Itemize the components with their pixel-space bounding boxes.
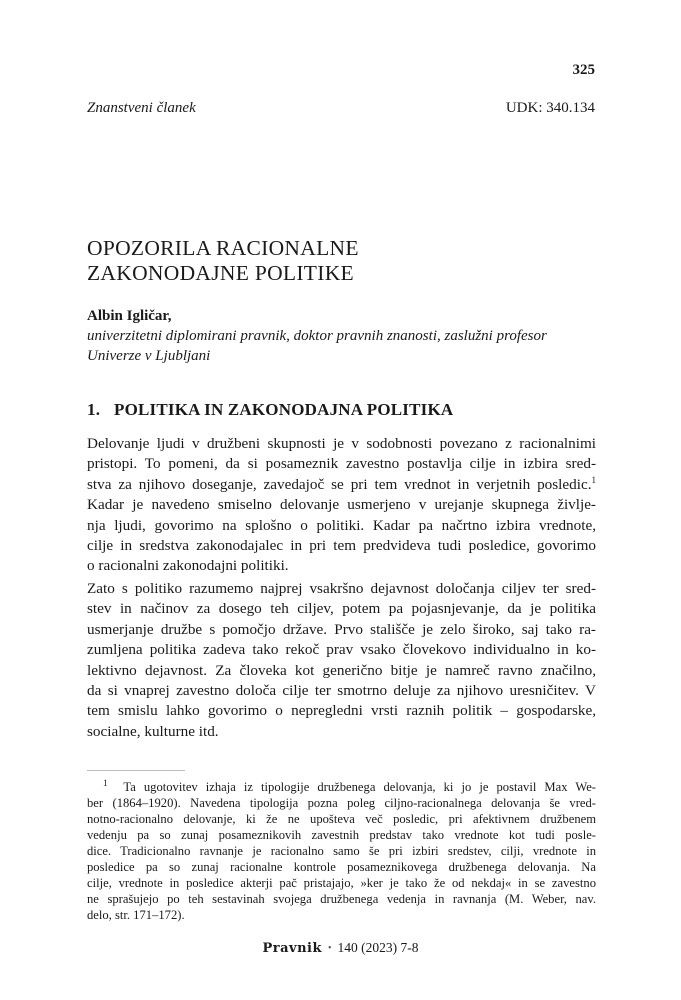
text-line: zumljena politika zadeva tako rekoč prav vsako človekovo individualno in ko- [87,641,596,659]
footnote-line: vedenju pa so zunaj posameznikovih zavestnih predstav tako vrednote kot tudi posle- [87,828,596,842]
footnote-divider [87,770,185,771]
footnote [87,779,596,923]
text-line: socialne, kulturne itd. [87,722,219,740]
text-line [87,475,596,495]
text-line: pristopi. To pomeni, da si posameznik zavestno postavlja cilje in izbira sred- [87,455,596,473]
author-name: Albin Igličar, [87,308,172,324]
section-title: POLITIKA IN ZAKONODAJNA POLITIKA [114,400,454,419]
footnote-reference[interactable]: 1 [591,474,596,485]
footnote-line [87,779,596,795]
text-line: Zato s politiko razumemo najprej vsakršno dejavnost določanja ciljev ter sred- [87,580,596,597]
page-number: 325 [572,62,595,78]
author-block [87,306,607,366]
title-line: ZAKONODAJNE POLITIKE [87,261,354,285]
text-line: cilje in sredstva zakonodajalec in pri tem predvideva tudi posledice, govorimo [87,537,596,555]
text-line: da si vnaprej zavestno določa cilje ter smotrno deluje za njihovo uresničitev. V [87,682,596,700]
footnote-line-content: Ta ugotovitev izhaja iz tipologije družbenega delovanja, ki jo je postavil Max We- [123,780,596,794]
journal-name: Pravnik [262,941,322,956]
text-line: stev in načinov za dosego teh ciljev, potem pa pojasnjevanje, da je politika [87,600,596,618]
paragraph [87,434,596,577]
footnote-line: delo, str. 171–172). [87,908,185,922]
text-line: nja ljudi, govorimo na splošno o politiki. Kadar pa načrtno izbira vrednote, [87,516,596,534]
journal-issue: 140 (2023) 7-8 [337,940,419,955]
text-line: o racionalni zakonodajni politiki. [87,557,289,575]
footnote-line: cilje, vrednote in posledice akterji pač pristajajo, »ker je tako že od nekdaj« in se zavestno [87,876,596,890]
footnote-line: ber (1864–1920). Navedena tipologija pozna poleg ciljno-racionalnega delovanja še vred- [87,796,596,810]
article-type: Znanstveni članek [87,100,196,116]
footnote-line: ne sprašujejo po teh sestavinah svojega družbenega vedenja in ravnanja (M. Weber, nav. [87,892,596,906]
paragraph [87,579,596,742]
footnote-line: notno-racionalno delovanje, ki že ne upošteva več posledic, pri afektivnem družbenem [87,812,596,826]
bullet-separator-icon: • [327,943,332,954]
text-line: Delovanje ljudi v družbeni skupnosti je v sodobnosti povezano z racionalnimi [87,435,596,452]
udk-code: UDK: 340.134 [505,100,595,116]
text-line: usmerjanje družbe s pomočjo države. Prvo stališče je zelo široko, saj tako ra- [87,620,596,638]
footnote-marker: 1 [103,777,108,788]
section-number: 1. [87,400,101,419]
footnote-line: dice. Tradicionalno ravnanje je racionalno samo še pri izbiri sredstev, cilji, vrednote in [87,844,596,858]
title-line: OPOZORILA RACIONALNE [87,236,359,260]
text-line: Kadar je navedeno smiselno delovanje usmerjeno v urejanje skupnega življe- [87,496,596,514]
article-title [87,236,595,286]
author-affiliation: Univerze v Ljubljani [87,348,211,364]
text-line-content: stva za njihovo doseganje, zavedajoč se pri tem vrednot in verjetnih posledic. [87,475,592,493]
page-footer [0,940,681,956]
author-affiliation: univerzitetni diplomirani pravnik, doktor pravnih znanosti, zaslužni profesor [87,328,547,344]
running-header [87,100,595,117]
footnote-line: posledice pa so zunaj racionalne kontrole posameznikovega družbenega delovanja. Na [87,860,596,874]
section-heading [87,400,595,420]
text-line: lektivno dejavnost. Za človeka kot generično bitje je namreč ravno značilno, [87,661,596,679]
text-line: tem smislu lahko govorimo o nepregledni vrsti raznih politik – gospodarske, [87,702,596,720]
